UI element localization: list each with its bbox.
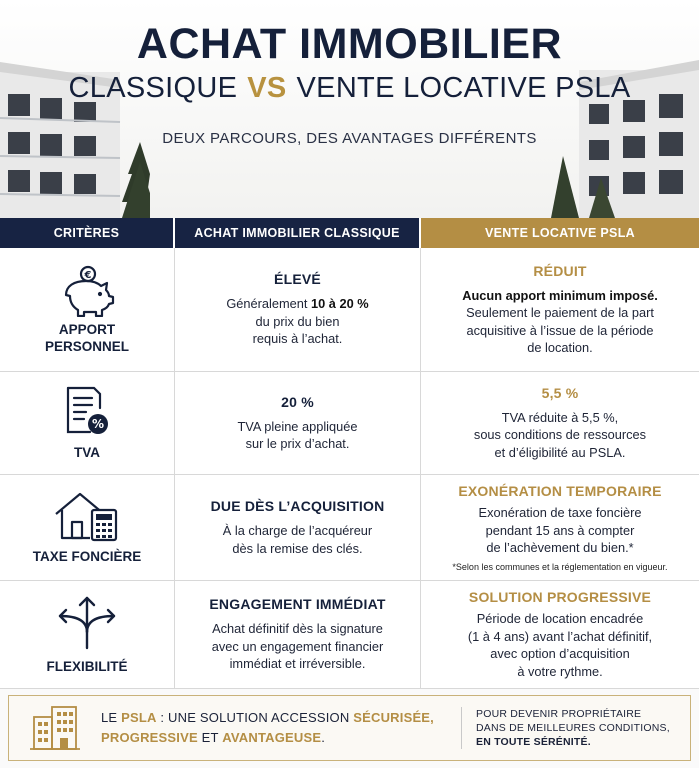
svg-text:%: % [91,416,105,431]
footer-side-text [476,707,670,749]
psla-line: (1 à 4 ans) avant l’achat définitif, [467,628,653,644]
psla-line: Seulement le paiement de la part [466,305,654,320]
table-row-flexibilite [0,581,699,689]
footer-text: LE [101,710,122,725]
psla-cell [421,475,699,580]
page-subtitle [0,72,699,105]
psla-heading: 5,5 % [541,384,579,401]
footer-text: : UNE SOLUTION ACCESSION [156,710,354,725]
house-calculator-icon [54,490,120,542]
piggy-bank-euro-icon [57,265,117,317]
header [0,0,699,218]
psla-line: de l’achèvement du bien.* [486,540,634,556]
criterion-label-line1: FLEXIBILITÉ [46,659,128,674]
table-row-taxe-fonciere [0,475,699,581]
psla-line: pendant 15 ans à compter [485,522,635,538]
apartment-building-icon [30,705,80,751]
classic-heading: ÉLEVÉ [274,271,321,288]
psla-line: Période de location encadrée [476,611,644,626]
criterion-label-line1: APPORT [58,321,116,337]
subtitle-right: VENTE LOCATIVE PSLA [296,72,631,104]
footer-icon-wrap [9,705,101,751]
classic-line: avec un engagement financier [211,638,384,654]
table-row-tva [0,372,699,475]
footer-highlight: PROGRESSIVE [101,730,198,745]
classic-line-text: Généralement [226,296,311,312]
psla-line: TVA réduite à 5,5 %, [501,409,619,425]
footer-highlight: AVANTAGEUSE [222,730,322,745]
psla-cell [421,248,699,371]
criterion-cell [0,581,175,688]
classic-line: TVA pleine appliquée [237,418,358,434]
classic-line [226,295,368,313]
footer-side-line: POUR DEVENIR PROPRIÉTAIRE [476,708,642,720]
column-header-classic: ACHAT IMMOBILIER CLASSIQUE [175,218,421,248]
tagline: DEUX PARCOURS, DES AVANTAGES DIFFÉRENTS [162,130,537,147]
psla-heading: EXONÉRATION TEMPORAIRE [458,483,662,500]
tax-document-percent-icon [64,386,110,436]
classic-line: requis à l’achat. [252,331,343,347]
footer-highlight: PSLA [121,710,157,725]
classic-heading: 20 % [281,393,314,410]
classic-line: sur le prix d’achat. [245,436,350,451]
classic-cell [175,372,421,474]
psla-line: de location. [527,340,593,355]
psla-heading: RÉDUIT [533,262,587,279]
classic-cell [175,248,421,371]
psla-cell [421,581,699,688]
classic-heading: ENGAGEMENT IMMÉDIAT [209,596,386,613]
criterion-label-line2: PERSONNEL [44,338,129,354]
page-title: ACHAT IMMOBILIER [136,20,563,68]
classic-line: Achat définitif dès la signature [212,621,383,637]
footer-side-line: DANS DE MEILLEURES CONDITIONS, [476,722,670,734]
table-header [0,218,699,248]
footer-text: ET [197,730,223,745]
classic-line: du prix du bien [255,313,340,329]
classic-line-emphasis: 10 à 20 % [311,296,369,312]
psla-line: avec option d’acquisition [490,646,630,661]
classic-line: dès la remise des clés. [232,540,363,556]
psla-footnote: *Selon les communes et la réglementation en vigueur. [452,561,668,572]
subtitle-vs: VS [247,72,287,104]
psla-line: et d’éligibilité au PSLA. [494,444,626,460]
footer-divider [461,707,462,749]
psla-line: Exonération de taxe foncière [478,505,642,521]
svg-text:€: € [84,269,92,281]
psla-heading: SOLUTION PROGRESSIVE [468,589,652,605]
criterion-cell [0,372,175,474]
footer-side-line-bold: EN TOUTE SÉRÉNITÉ. [476,736,591,748]
psla-line: sous conditions de ressources [473,427,647,443]
footer-highlight: SÉCURISÉE, [353,710,434,725]
classic-cell [175,581,421,688]
psla-line-emphasis: Aucun apport minimum imposé. [462,287,658,303]
psla-cell [421,372,699,474]
classic-line: À la charge de l’acquéreur [222,523,373,538]
criterion-label-line1: TAXE FONCIÈRE [32,549,142,564]
criterion-cell [0,248,175,371]
classic-line: immédiat et irréversible. [229,656,366,672]
footer-message [101,708,447,748]
psla-line: acquisitive à l’issue de la période [466,322,654,338]
criterion-cell [0,475,175,580]
criterion-label-line1: TVA [74,444,100,460]
classic-heading: DUE DÈS L’ACQUISITION [210,498,385,514]
diverging-arrows-icon [54,594,120,650]
psla-line: à votre rythme. [517,663,603,679]
footer-banner [8,695,691,761]
footer-text: . [321,730,326,745]
classic-cell [175,475,421,580]
table-row-apport [0,248,699,372]
column-header-criteria: CRITÈRES [0,218,175,248]
subtitle-left: CLASSIQUE [68,72,238,104]
column-header-psla: VENTE LOCATIVE PSLA [421,218,699,248]
